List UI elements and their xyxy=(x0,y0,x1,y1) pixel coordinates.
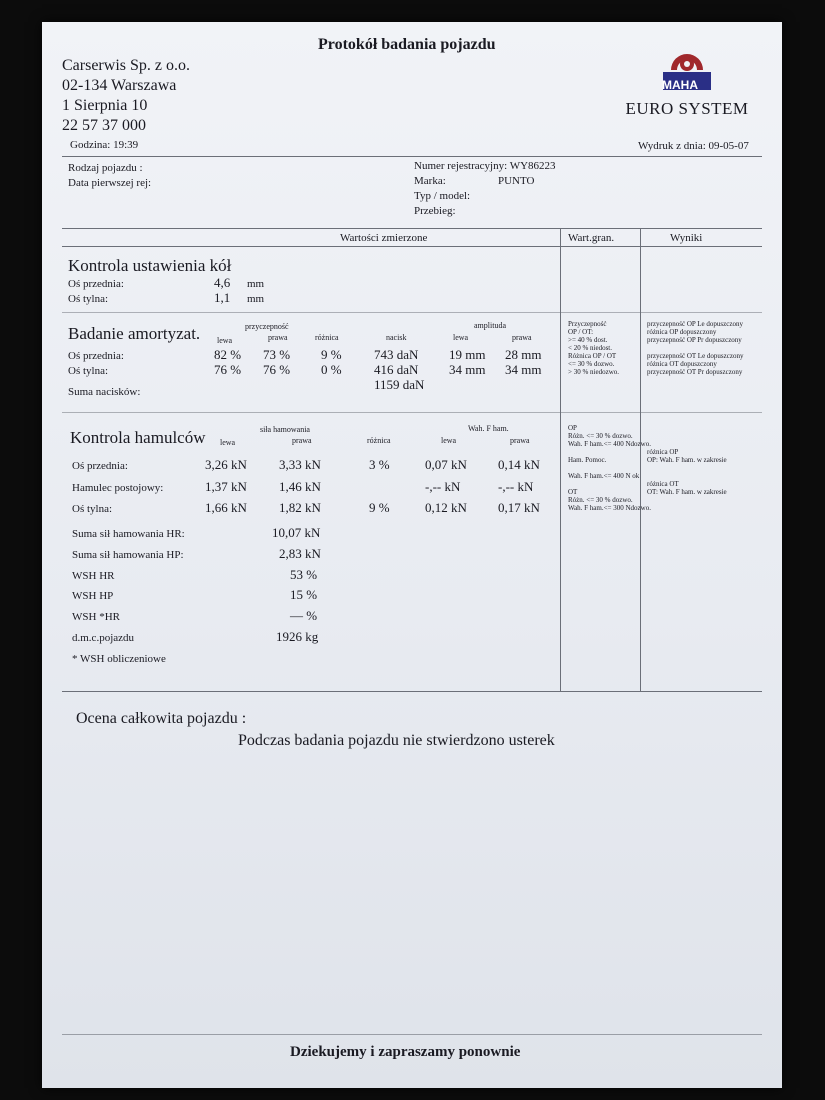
shocks-col-amp-left: lewa xyxy=(453,333,469,342)
shocks-rear-amp-right: 34 mm xyxy=(505,362,542,377)
brakes-wsh-calc-label: WSH *HR xyxy=(72,611,120,623)
brakes-front-right: 3,33 kN xyxy=(279,457,321,472)
shocks-front-left: 82 % xyxy=(214,347,242,362)
footer-divider xyxy=(62,1034,762,1035)
print-date-line xyxy=(638,140,749,152)
shocks-col-amp-right: prawa xyxy=(512,333,532,342)
brakes-sum-hp-label: Suma sił hamowania HP: xyxy=(72,549,184,561)
alignment-front-unit: mm xyxy=(247,278,265,290)
brakes-col-left: lewa xyxy=(220,438,236,447)
logo-name: MAHA xyxy=(662,78,698,92)
make-label: Marka: xyxy=(414,175,446,187)
brakes-rear-diff: 9 % xyxy=(369,500,390,515)
brakes-front-wah-left: 0,07 kN xyxy=(425,457,467,472)
registration-value: WY86223 xyxy=(509,160,556,172)
table-top-border xyxy=(62,228,762,229)
time-label: Godzina: xyxy=(70,139,111,151)
model-label: Typ / model: xyxy=(414,190,471,202)
brakes-front-label: Oś przednia: xyxy=(72,460,128,472)
brakes-results: różnica OP OP: Wah. F ham. w zakresie różnica OT OT: Wah. F ham. w zakresie xyxy=(647,448,727,496)
brakes-front-left: 3,26 kN xyxy=(205,457,247,472)
registration-line xyxy=(414,160,556,172)
brakes-gvw-label: d.m.c.pojazdu xyxy=(72,632,135,644)
shocks-col-left: lewa xyxy=(217,336,233,345)
company-info xyxy=(62,56,190,136)
brakes-parking-left: 1,37 kN xyxy=(205,479,247,494)
shocks-col-amplitude: amplituda xyxy=(474,321,506,330)
footer-text: Dziekujemy i zapraszamy ponownie xyxy=(290,1044,521,1060)
document-title: Protokół badania pojazdu xyxy=(318,36,496,53)
column-divider-limits xyxy=(560,228,561,691)
shocks-col-right: prawa xyxy=(268,333,288,342)
make-value: PUNTO xyxy=(498,175,535,187)
brakes-col-diff: różnica xyxy=(367,436,391,445)
alignment-rear-unit: mm xyxy=(247,293,265,305)
logo-text: EURO SYSTEM xyxy=(625,99,749,118)
brakes-rear-left: 1,66 kN xyxy=(205,500,247,515)
shocks-col-adhesion: przyczepność xyxy=(245,322,289,331)
company-phone: 22 57 37 000 xyxy=(62,117,146,134)
brakes-front-diff: 3 % xyxy=(369,457,390,472)
brakes-col-wah-left: lewa xyxy=(441,436,457,445)
document-page xyxy=(42,22,782,1088)
brakes-front-wah-right: 0,14 kN xyxy=(498,457,540,472)
alignment-front-value: 4,6 xyxy=(214,275,231,290)
vehicle-type-label: Rodzaj pojazdu : xyxy=(68,162,143,174)
company-postcode: 02-134 Warszawa xyxy=(62,77,177,94)
shocks-title: Badanie amortyzat. xyxy=(68,324,201,343)
shocks-col-load: nacisk xyxy=(386,333,407,342)
divider xyxy=(62,156,762,157)
shocks-results: przyczepność OP Le dopuszczony różnica OP dopuszczony przyczepność OP Pr dopuszczony przyczepność OT Le dopuszczony różnica OT dopuszczony przyczepność OT Pr dopuszczony xyxy=(647,320,744,376)
brakes-limits: OP Różn. <= 30 % dozwo. Wah. F ham.<= 400 Ndozwo. Ham. Pomoc. Wah. F ham.<= 400 N ok OT Różn. <= 30 % dozwo. Wah. F ham.<= 300 Ndozwo. xyxy=(568,424,651,512)
brakes-rear-wah-right: 0,17 kN xyxy=(498,500,540,515)
maha-logo xyxy=(622,44,752,119)
shocks-front-label: Oś przednia: xyxy=(68,350,124,362)
registration-label: Numer rejestracyjny: xyxy=(414,160,508,172)
company-name: Carserwis Sp. z o.o. xyxy=(62,57,190,74)
first-registration-label: Data pierwszej rej: xyxy=(68,177,152,189)
brakes-parking-right: 1,46 kN xyxy=(279,479,321,494)
shocks-front-diff: 9 % xyxy=(321,347,342,362)
shocks-front-amp-right: 28 mm xyxy=(505,347,542,362)
shocks-rear-label: Oś tylna: xyxy=(68,365,109,377)
header-limits: Wart.gran. xyxy=(568,232,615,244)
brakes-sum-hr-value: 10,07 kN xyxy=(272,525,321,540)
alignment-title: Kontrola ustawienia kół xyxy=(68,256,232,275)
company-street: 1 Sierpnia 10 xyxy=(62,97,148,114)
shocks-front-load: 743 daN xyxy=(374,347,419,362)
shocks-rear-amp-left: 34 mm xyxy=(449,362,486,377)
brakes-col-wah-right: prawa xyxy=(510,436,530,445)
shocks-rear-left: 76 % xyxy=(214,362,242,377)
brakes-parking-wah-right: -,-- kN xyxy=(498,479,534,494)
brakes-wsh-calc-value: — % xyxy=(290,608,318,623)
shocks-front-right: 73 % xyxy=(263,347,291,362)
brakes-wsh-hr-value: 53 % xyxy=(290,567,318,582)
evaluation-label: Ocena całkowita pojazdu : xyxy=(76,710,247,727)
shocks-front-amp-left: 19 mm xyxy=(449,347,486,362)
shocks-rear-load: 416 daN xyxy=(374,362,419,377)
brakes-wsh-hp-label: WSH HP xyxy=(72,590,114,602)
shocks-col-diff: różnica xyxy=(315,333,339,342)
header-results: Wyniki xyxy=(670,232,703,244)
time-value: 19:39 xyxy=(113,139,139,151)
brakes-parking-wah-left: -,-- kN xyxy=(425,479,461,494)
alignment-front-label: Oś przednia: xyxy=(68,278,124,290)
shocks-rear-diff: 0 % xyxy=(321,362,342,377)
brakes-rear-wah-left: 0,12 kN xyxy=(425,500,467,515)
brakes-col-wah: Wah. F ham. xyxy=(468,424,509,433)
header-measured: Wartości zmierzone xyxy=(340,232,428,244)
alignment-rear-value: 1,1 xyxy=(214,290,231,305)
section-divider xyxy=(62,312,762,313)
brakes-col-right: prawa xyxy=(292,436,312,445)
brakes-wsh-hp-value: 15 % xyxy=(290,587,318,602)
section-divider xyxy=(62,412,762,413)
brakes-parking-label: Hamulec postojowy: xyxy=(72,482,164,494)
print-label: Wydruk z dnia: xyxy=(638,140,706,152)
brakes-sum-hr-label: Suma sił hamowania HR: xyxy=(72,528,185,540)
shocks-rear-right: 76 % xyxy=(263,362,291,377)
shocks-sum-value: 1159 daN xyxy=(374,377,425,392)
brakes-rear-label: Oś tylna: xyxy=(72,503,113,515)
brakes-rear-right: 1,82 kN xyxy=(279,500,321,515)
shocks-limits: Przyczepność OP / OT: >= 40 % dost. < 20 % niedost. Różnica OP / OT <= 30 % dozwo. > 30 % niedozwo. xyxy=(568,320,619,376)
alignment-rear-label: Oś tylna: xyxy=(68,293,109,305)
time-line xyxy=(70,139,138,151)
evaluation-text: Podczas badania pojazdu nie stwierdzono usterek xyxy=(238,732,555,749)
table-header-border xyxy=(62,246,762,247)
brakes-sum-hp-value: 2,83 kN xyxy=(279,546,321,561)
shocks-sum-label: Suma nacisków: xyxy=(68,386,141,398)
brakes-col-force: siła hamowania xyxy=(260,425,310,434)
brakes-wsh-hr-label: WSH HR xyxy=(72,570,115,582)
mileage-label: Przebieg: xyxy=(414,205,456,217)
brakes-title: Kontrola hamulców xyxy=(70,428,206,447)
print-date: 09-05-07 xyxy=(708,140,749,152)
brakes-note: * WSH obliczeniowe xyxy=(72,653,166,665)
table-bottom-border xyxy=(62,691,762,692)
brakes-gvw-value: 1926 kg xyxy=(276,629,319,644)
